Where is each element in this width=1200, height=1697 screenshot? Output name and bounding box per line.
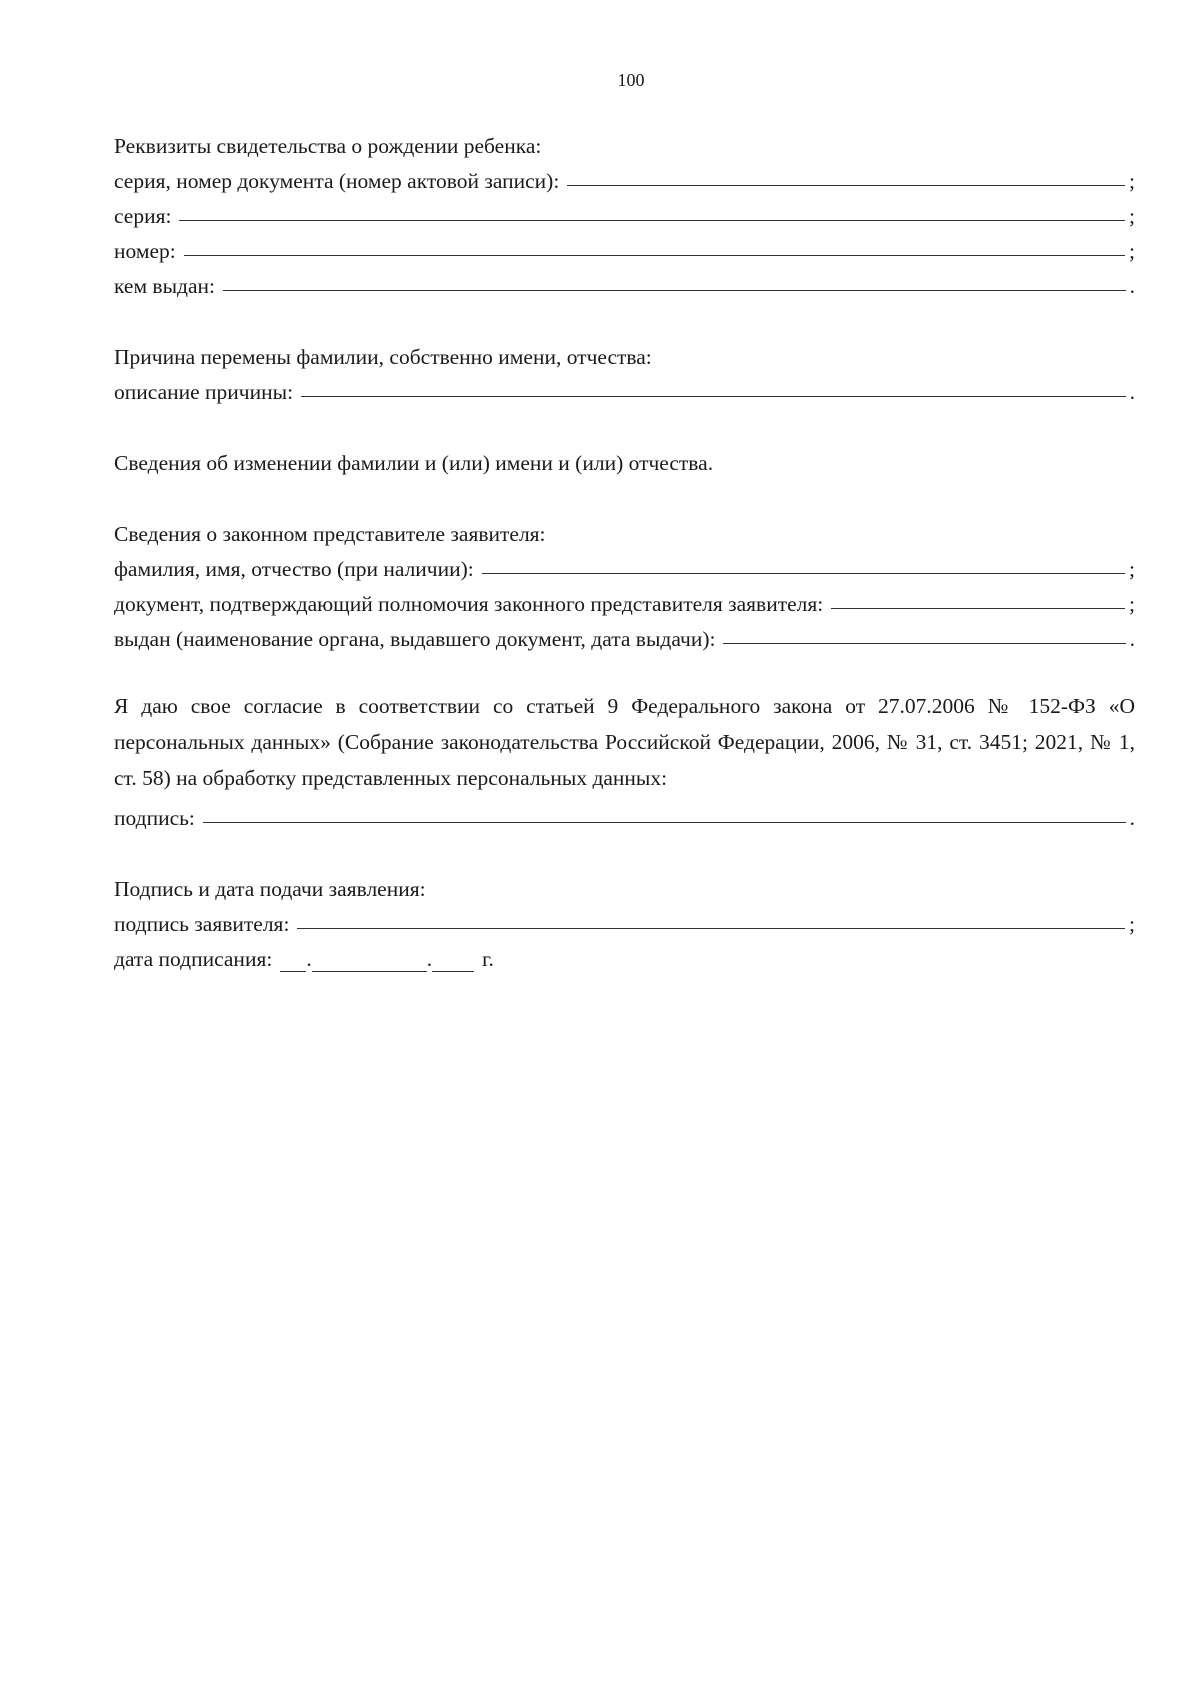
- form-content: [114, 124, 1135, 972]
- number-field[interactable]: номер: ;: [114, 239, 1135, 263]
- section-heading-representative: Сведения о законном представителе заявителя:: [114, 522, 546, 546]
- issued-by-field[interactable]: кем выдан: .: [114, 274, 1135, 298]
- month-input-line[interactable]: [312, 970, 427, 972]
- reason-description-field[interactable]: описание причины: .: [114, 380, 1135, 404]
- section-heading-change-info: Сведения об изменении фамилии и (или) имени и (или) отчества.: [114, 451, 714, 475]
- input-line[interactable]: [723, 643, 1125, 644]
- input-line[interactable]: [567, 185, 1125, 186]
- consent-signature-field[interactable]: подпись: .: [114, 806, 1135, 830]
- day-input-line[interactable]: [280, 970, 306, 972]
- input-line[interactable]: [301, 396, 1126, 397]
- year-input-line[interactable]: [432, 970, 474, 972]
- input-line[interactable]: [482, 573, 1125, 574]
- input-line[interactable]: [223, 290, 1126, 291]
- signing-date-field[interactable]: дата подписания: . . г.: [114, 947, 494, 971]
- document-series-number-field[interactable]: серия, номер документа (номер актовой записи): ;: [114, 169, 1135, 193]
- input-line[interactable]: [297, 928, 1125, 929]
- input-line[interactable]: [179, 220, 1125, 221]
- input-line[interactable]: [203, 822, 1126, 823]
- section-heading-birth-certificate: Реквизиты свидетельства о рождении ребенка:: [114, 134, 542, 158]
- document-issued-field[interactable]: выдан (наименование органа, выдавшего документ, дата выдачи): .: [114, 627, 1135, 651]
- authority-document-field[interactable]: документ, подтверждающий полномочия законного представителя заявителя: ;: [114, 592, 1135, 616]
- page-number: 100: [617, 70, 645, 90]
- consent-text: Я даю свое согласие в соответствии со статьей 9 Федерального закона от 27.07.2006 № 152-ФЗ «О персональных данных» (Собрание законодательства Российской Федерации, 2006, № 31, ст. 3451; 2021, № 1, ст. 58) на обработку представленных персональных данных:: [114, 694, 1135, 790]
- series-field[interactable]: серия: ;: [114, 204, 1135, 228]
- section-heading-change-reason: Причина перемены фамилии, собственно имени, отчества:: [114, 345, 652, 369]
- input-line[interactable]: [184, 255, 1125, 256]
- input-line[interactable]: [831, 608, 1125, 609]
- section-heading-submission: Подпись и дата подачи заявления:: [114, 877, 426, 901]
- applicant-signature-field[interactable]: подпись заявителя: ;: [114, 912, 1135, 936]
- representative-name-field[interactable]: фамилия, имя, отчество (при наличии): ;: [114, 557, 1135, 581]
